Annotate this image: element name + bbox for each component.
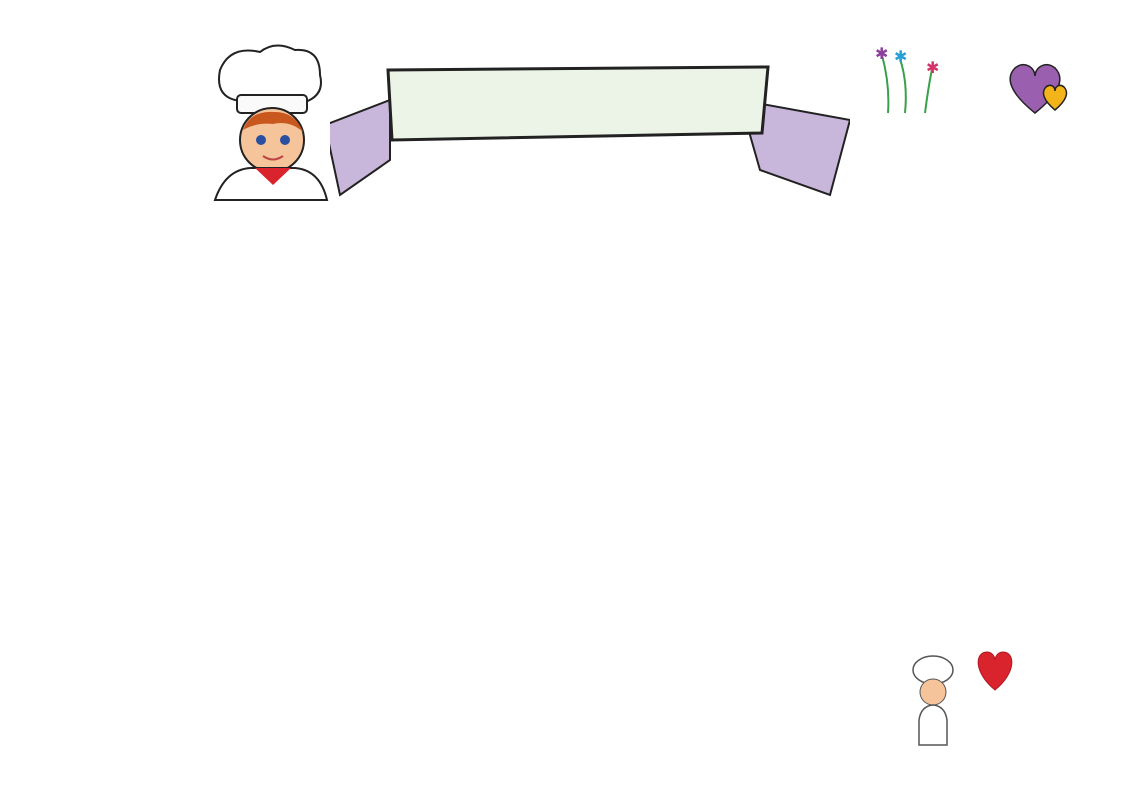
svg-text:✱: ✱ (875, 46, 889, 63)
title-banner (330, 45, 850, 205)
menu-description (38, 701, 598, 721)
flowers-illustration (870, 45, 950, 115)
svg-text:✱: ✱ (894, 49, 908, 66)
chef-mascot-illustration (195, 40, 340, 210)
cook-the-cook-logo (40, 40, 210, 210)
sana-catering-logo (895, 650, 1105, 790)
menu-table (30, 208, 1120, 634)
svg-text:✱: ✱ (926, 60, 940, 77)
hearts-illustration (1005, 58, 1075, 118)
